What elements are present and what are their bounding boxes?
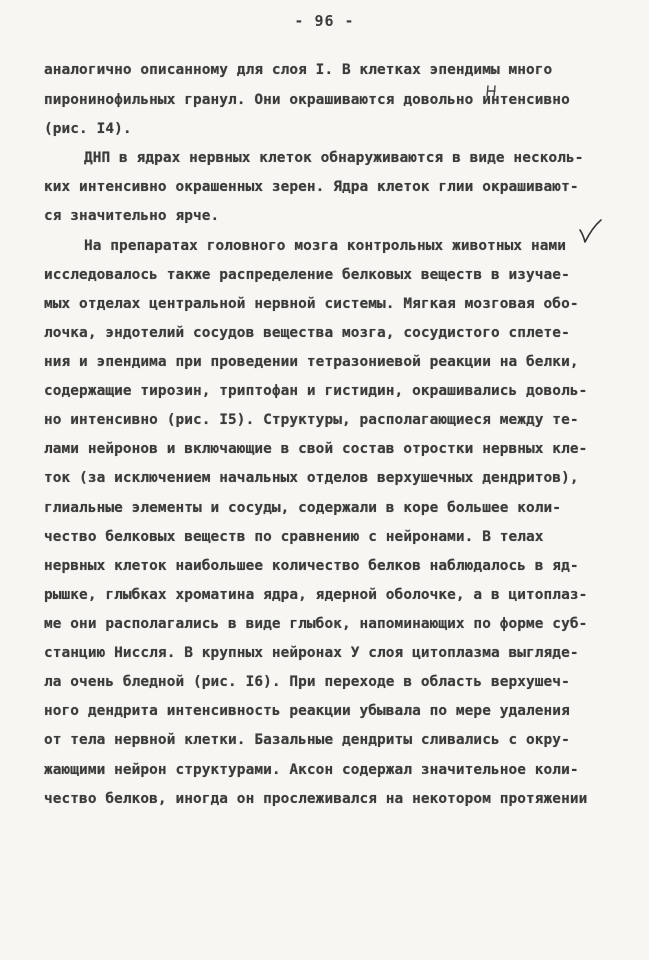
text-line: ла очень бледной (рис. I6). При переходе в область верхушеч- [44,674,570,690]
text-line: чество белков, иногда он прослеживался на некотором протяжении [44,791,588,807]
text-line: мых отделах центральной нервной системы. Мягкая мозговая обо- [44,296,579,312]
text-line: ких интенсивно окрашенных зерен. Ядра клеток глии окрашивают- [44,179,579,195]
text-line: но интенсивно (рис. I5). Структуры, располагающиеся между те- [44,412,579,428]
text-line: содержащие тирозин, триптофан и гистидин, окрашивались доволь- [44,383,588,399]
text-line: ния и эпендима при проведении тетразониевой реакции на белки, [44,354,579,370]
text-line: ДНП в ядрах нервных клеток обнаруживаются в виде несколь- [84,150,584,166]
text-line: глиальные элементы и сосуды, содержали в коре большее коли- [44,500,562,516]
page-number: - 96 - [294,12,355,30]
text-line: аналогично описанному для слоя I. В клетках эпендимы много [44,62,553,78]
text-line: ного дендрита интенсивность реакции убывала по мере удаления [44,703,570,719]
text-line: ся значительно ярче. [44,208,220,224]
text-line: ток (за исключением начальных отделов верхушечных дендритов), [44,470,579,486]
text-line: пиронинофильных гранул. Они окрашиваются довольно интенсивно [44,92,570,108]
text-line: исследовалось также распределение белковых веществ в изучае- [44,267,570,283]
text-line: от тела нервной клетки. Базальные дендриты сливались с окру- [44,732,570,748]
text-line: На препаратах головного мозга контрольных животных нами [84,238,567,254]
text-line: лами нейронов и включающие в свой состав отростки нервных кле- [44,441,588,457]
check-mark-icon [577,218,603,244]
text-line: рышке, глыбках хроматина ядра, ядерной оболочке, а в цитоплаз- [44,587,588,603]
text-line: (рис. I4). [44,121,132,137]
text-line: нервных клеток наибольшее количество белков наблюдалось в яд- [44,558,579,574]
text-line: чество белковых веществ по сравнению с нейронами. В телах [44,529,544,545]
text-line: лочка, эндотелий сосудов вещества мозга, сосудистого сплете- [44,325,570,341]
text-line: ме они располагались в виде глыбок, напоминающих по форме суб- [44,616,588,632]
text-line: станцию Ниссля. В крупных нейронах У слоя цитоплазма выглядe- [44,645,579,661]
text-line: жающими нейрон структурами. Аксон содержал значительное коли- [44,762,579,778]
handwritten-correction-mark [484,84,502,98]
